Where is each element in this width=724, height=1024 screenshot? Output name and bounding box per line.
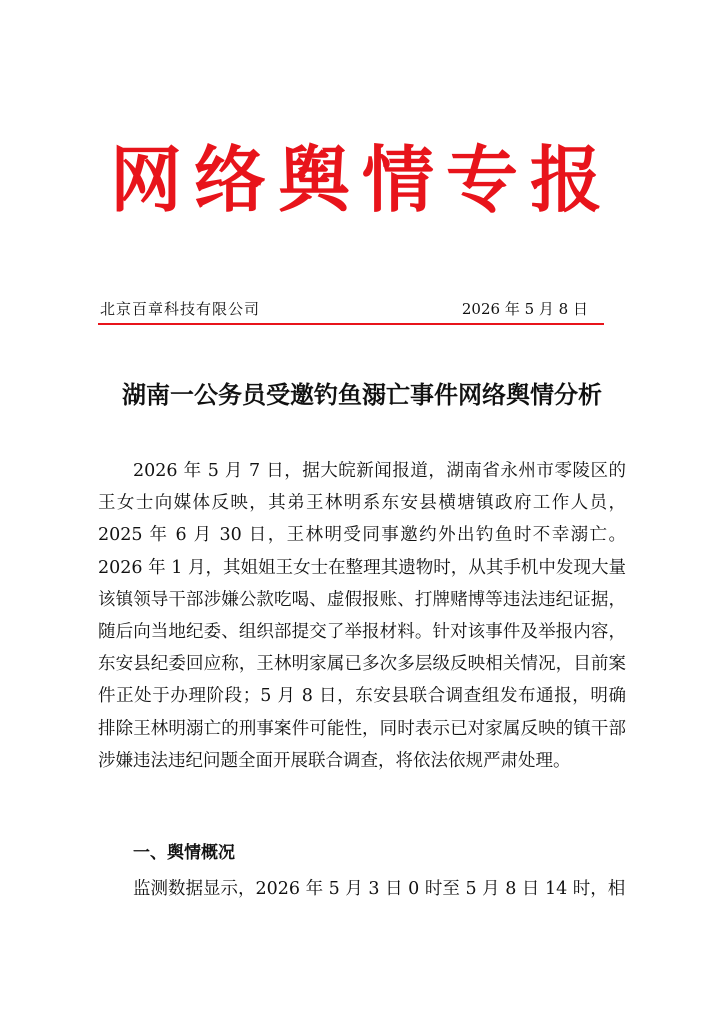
header-divider	[98, 323, 604, 325]
body-paragraph-1: 2026 年 5 月 7 日，据大皖新闻报道，湖南省永州市零陵区的王女士向媒体反映，其弟王林明系东安县横塘镇政府工作人员，2025 年 6 月 30 日，王林明受同事邀约外出钓鱼时不幸溺亡。2026 年 1 月，其姐姐王女士在整理其遗物时，从其手机中发现大量该镇领导干部涉嫌公款吃喝、虚假报账、打牌赌博等违法违纪证据，随后向当地纪委、组织部提交了举报材料。针对该事件及举报内容，东安县纪委回应称，王林明家属已多次多层级反映相关情况，目前案件正处于办理阶段；5 月 8 日，东安县联合调查组发布通报，明确排除王林明溺亡的刑事案件可能性，同时表示已对家属反映的镇干部涉嫌违法违纪问题全面开展联合调查，将依法依规严肃处理。	[98, 461, 626, 771]
masthead-title: 网络舆情专报	[109, 138, 614, 222]
section-heading-overview: 一、舆情概况	[133, 843, 235, 863]
document-header	[100, 298, 604, 322]
body-paragraph-2: 监测数据显示，2026 年 5 月 3 日 0 时至 5 月 8 日 14 时，相	[133, 879, 626, 899]
issuer-name: 北京百章科技有限公司	[100, 300, 261, 318]
issue-date: 2026 年 5 月 8 日	[461, 300, 588, 318]
document-title: 湖南一公务员受邀钓鱼溺亡事件网络舆情分析	[122, 380, 602, 409]
